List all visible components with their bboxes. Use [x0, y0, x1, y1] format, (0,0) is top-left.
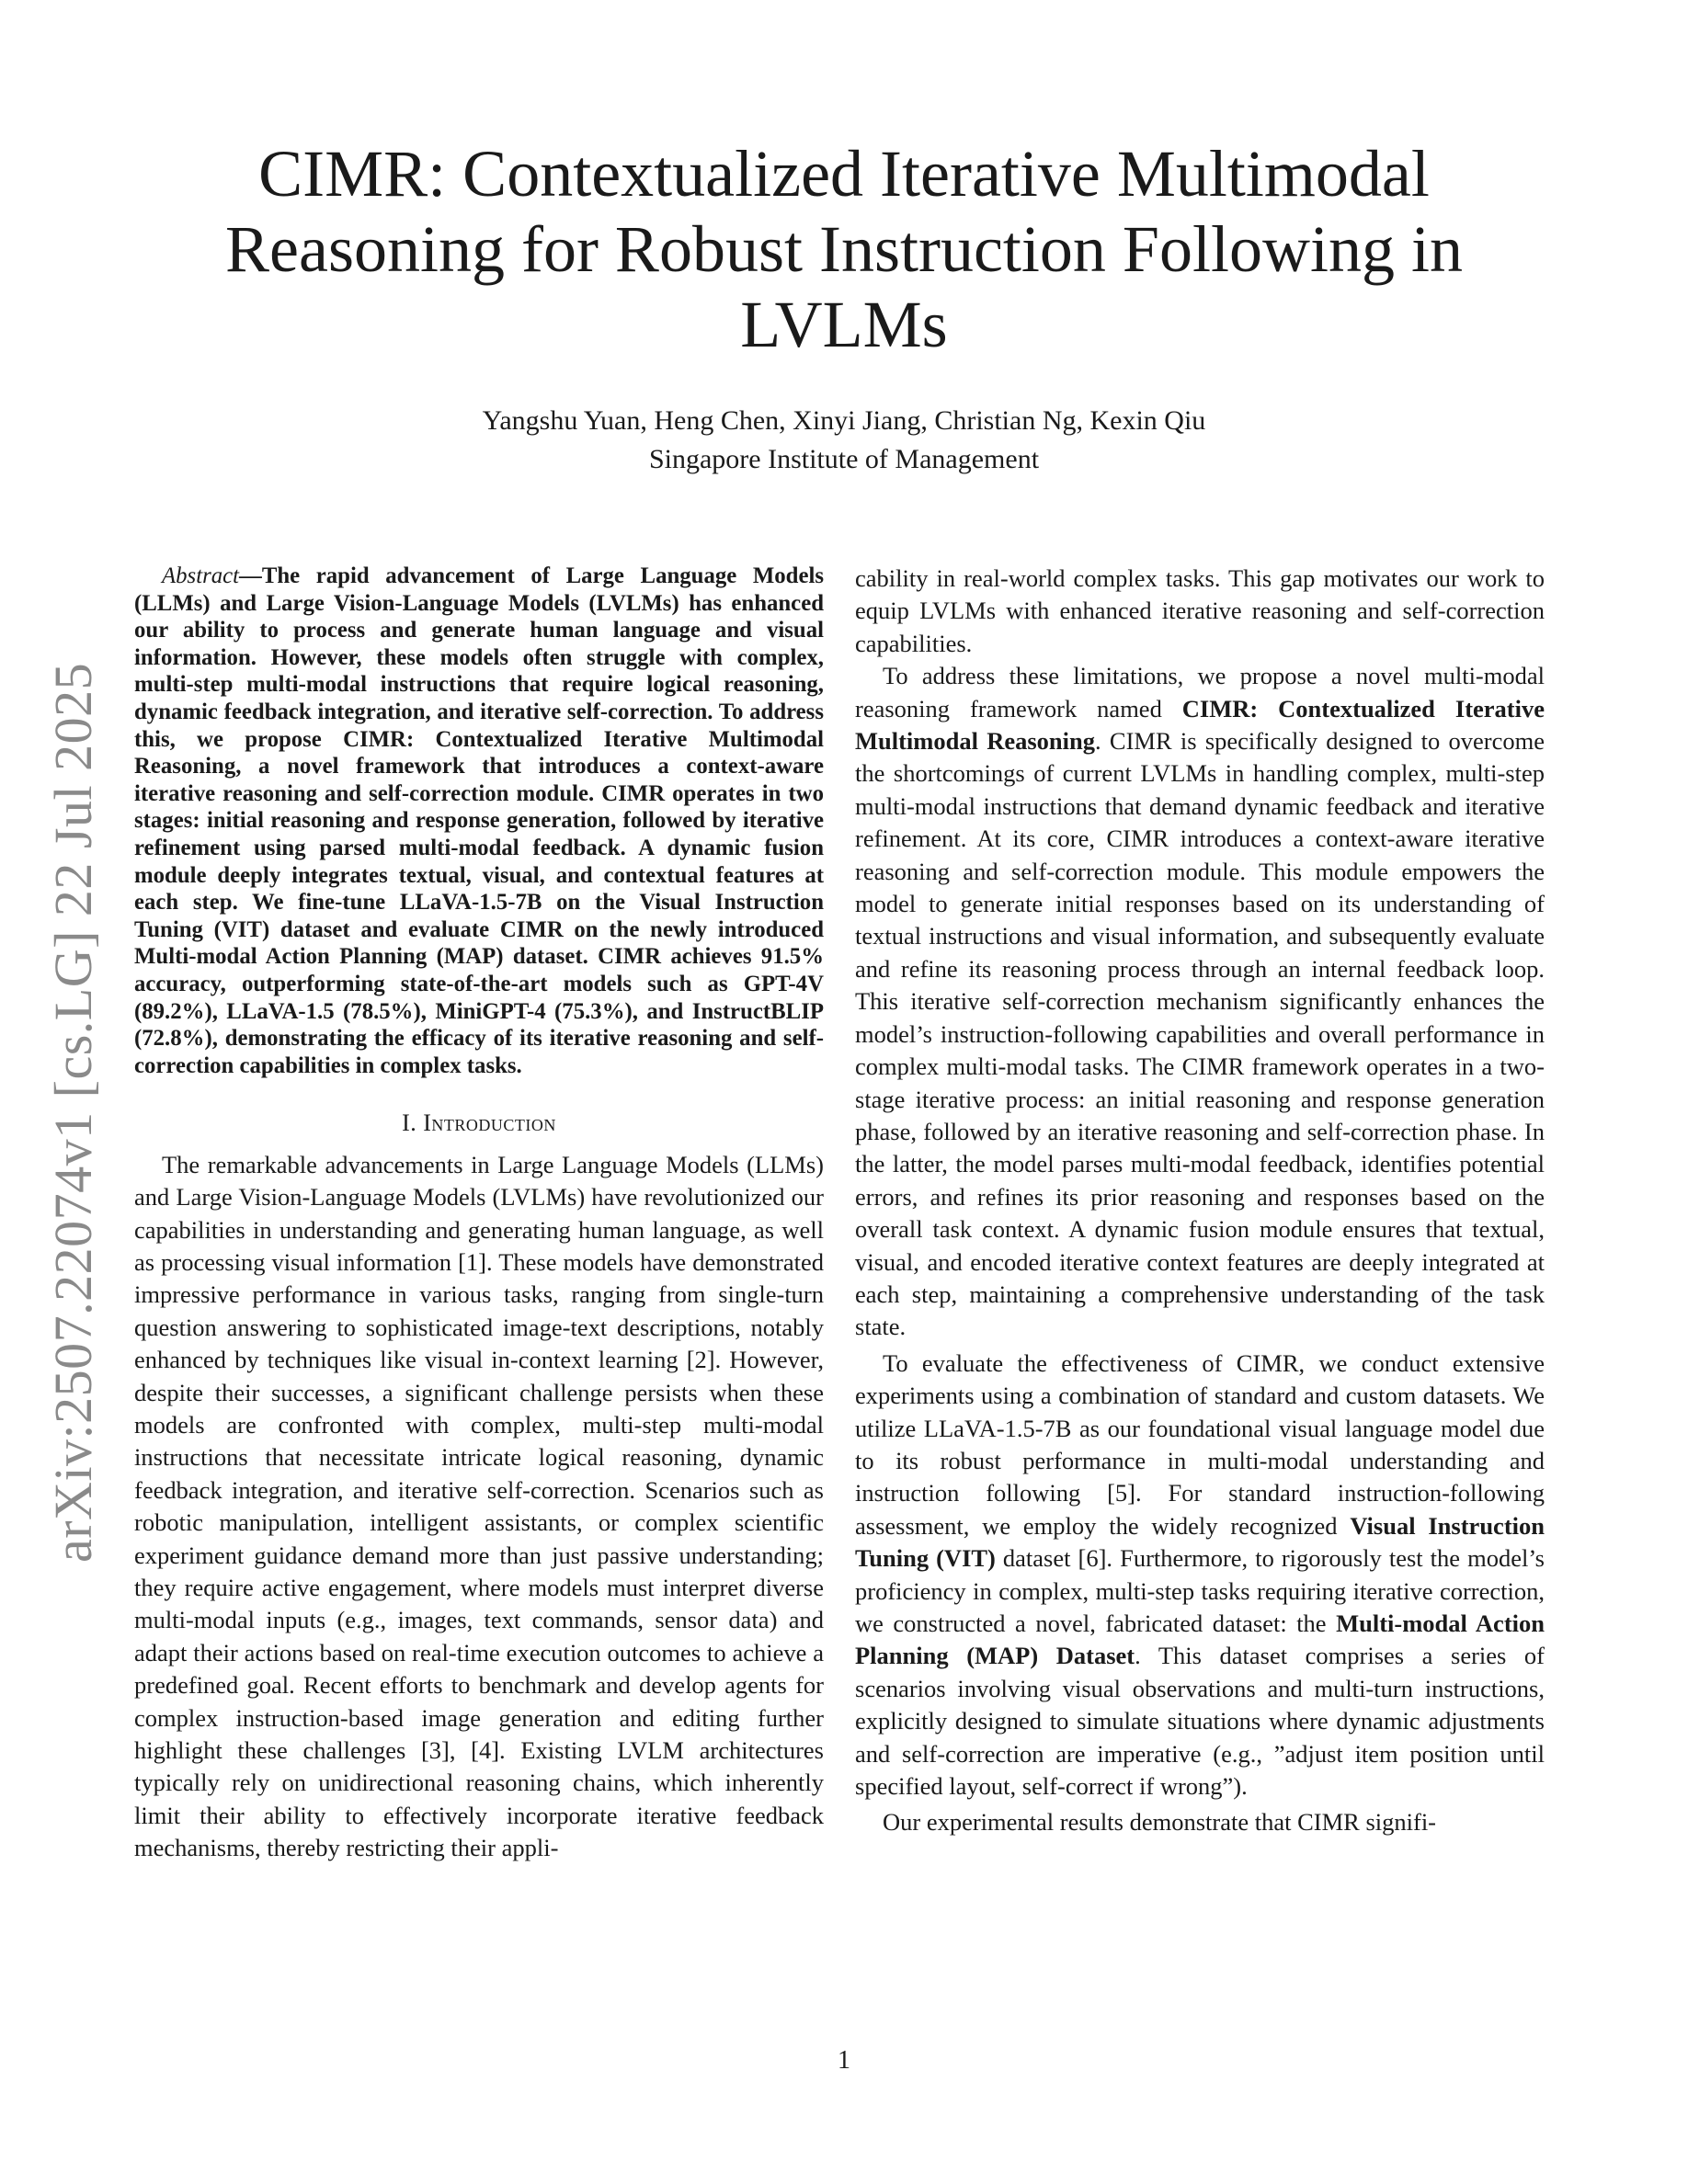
intro-paragraph-3-text-c: . This dataset comprises a series of scenarios involving visual observations and multi-turn instructions, explicitly designed to simulate situations where dynamic adjustments and self-correction are imperative (e.g., ”adjust item position until specified layout, self-correct if wrong”). — [855, 1642, 1545, 1801]
framework-name-bold: CIMR: Contextualized Iterative Multimodal Reasoning — [855, 694, 1545, 756]
map-dataset-bold: Multi-modal Action Planning (MAP) Dataset — [855, 1610, 1545, 1670]
intro-paragraph-1-continued: cability in real-world complex tasks. This gap motivates our work to equip LVLMs with enhanced iterative reasoning and self-correction capabilities. — [855, 564, 1545, 657]
arxiv-identifier-stamp: arXiv:2507.22074v1 [cs.LG] 22 Jul 2025 — [43, 662, 103, 1563]
section-heading-introduction: I. Introduction — [402, 1109, 556, 1137]
author-affiliation: Singapore Institute of Management — [648, 444, 1040, 474]
intro-paragraph-2-text-b: . CIMR is specifically designed to overcome the shortcomings of current LVLMs in handling complex, multi-step multi-modal instructions that demand dynamic feedback and iterative refinement. At its core, CIMR introduces a context-aware iterative reasoning and self-correction module. This module empowers the model to generate initial responses based on its understanding of textual instructions and visual information, and subsequently evaluate and refine its reasoning process through an internal feedback loop. This iterative self-correction mechanism significantly enhances the model’s instruction-following capabilities and overall performance in complex multi-modal tasks. The CIMR framework operates in a two-stage iterative process: an initial reasoning and response generation phase, followed by an iterative reasoning and self-correction phase. In the latter, the model parses multi-modal feedback, identifies potential errors, and refines its prior reasoning and responses based on the overall task context. A dynamic fusion module ensures that textual, visual, and encoded iterative context features are deeply integrated at each step, maintaining a comprehensive understanding of the task state. — [855, 727, 1545, 1341]
intro-paragraph-4: Our experimental results demonstrate that CIMR signifi- — [883, 1808, 1437, 1837]
intro-paragraph-3 — [855, 1348, 1545, 1803]
page-number: 1 — [838, 2046, 850, 2075]
right-column — [855, 563, 1545, 1839]
intro-paragraph-1: The remarkable advancements in Large Language Models (LLMs) and Large Vision-Language Models (LVLMs) have revolutionized our capabilities in understanding and generating human language, as well as processing visual information [1]. These models have demonstrated impressive performance in various tasks, ranging from single-turn question answering to sophisticated image-text descriptions, notably enhanced by techniques like visual in-context learning [2]. However, despite their successes, a significant challenge persists when these models are confronted with complex, multi-step multi-modal instructions that necessitate intricate logical reasoning, dynamic feedback integration, and iterative self-correction. Scenarios such as robotic manipulation, intelligent assistants, or complex scientific experiment guidance demand more than just passive understanding; they require active engagement, where models must interpret diverse multi-modal inputs (e.g., images, text commands, sensor data) and adapt their actions based on real-time execution outcomes to achieve a predefined goal. Recent efforts to benchmark and develop agents for complex instruction-based image generation and editing further highlight these challenges [3], [4]. Existing LVLM architectures typically rely on unidirectional reasoning chains, which inherently limit their ability to effectively incorporate iterative feedback mechanisms, thereby restricting their appli- — [134, 1150, 824, 1862]
abstract — [134, 563, 824, 1079]
intro-paragraph-2 — [855, 660, 1545, 1344]
intro-paragraph-2-text-a: To address these limitations, we propose a novel multi-modal reasoning framework named — [855, 662, 1545, 722]
abstract-text: —The rapid advancement of Large Language Models (LLMs) and Large Vision-Language Models (LVLMs) has enhanced our ability to process and generate human language and visual information. However, these models often struggle with complex, multi-step multi-modal instructions that require logical reasoning, dynamic feedback integration, and iterative self-correction. To address this, we propose CIMR: Contextualized Iterative Multimodal Reasoning, a novel framework that introduces a context-aware iterative reasoning and self-correction module. CIMR operates in two stages: initial reasoning and response generation, followed by iterative refinement using parsed multi-modal feedback. A dynamic fusion module deeply integrates textual, visual, and contextual features at each step. We fine-tune LLaVA-1.5-7B on the Visual Instruction Tuning (VIT) dataset and evaluate CIMR on the newly introduced Multi-modal Action Planning (MAP) dataset. CIMR achieves 91.5% accuracy, outperforming state-of-the-art models such as GPT-4V (89.2%), LLaVA-1.5 (78.5%), MiniGPT-4 (75.3%), and InstructBLIP (72.8%), demonstrating the efficacy of its iterative reasoning and self-correction capabilities in complex tasks. — [134, 563, 824, 1078]
author-list: Yangshu Yuan, Heng Chen, Xinyi Jiang, Christian Ng, Kexin Qiu — [482, 405, 1206, 436]
intro-paragraph-3-text-a: To evaluate the effectiveness of CIMR, we conduct extensive experiments using a combination of standard and custom datasets. We utilize LLaVA-1.5-7B as our foundational visual language model due to its robust performance in multi-modal understanding and instruction following [5]. For standard instruction-following assessment, we employ the widely recognized — [855, 1348, 1545, 1540]
abstract-label: Abstract — [162, 563, 240, 588]
left-column — [134, 563, 824, 1865]
vit-dataset-bold: Visual Instruction Tuning (VIT) — [855, 1511, 1545, 1573]
paper-title: CIMR: Contextualized Iterative Multimodal Reasoning for Robust Instruction Following in LVLMs — [225, 137, 1463, 361]
intro-paragraph-3-text-b: dataset [6]. Furthermore, to rigorously test the model’s proficiency in complex, multi-step tasks requiring iterative correction, we constructed a novel, fabricated dataset: the — [855, 1544, 1545, 1637]
